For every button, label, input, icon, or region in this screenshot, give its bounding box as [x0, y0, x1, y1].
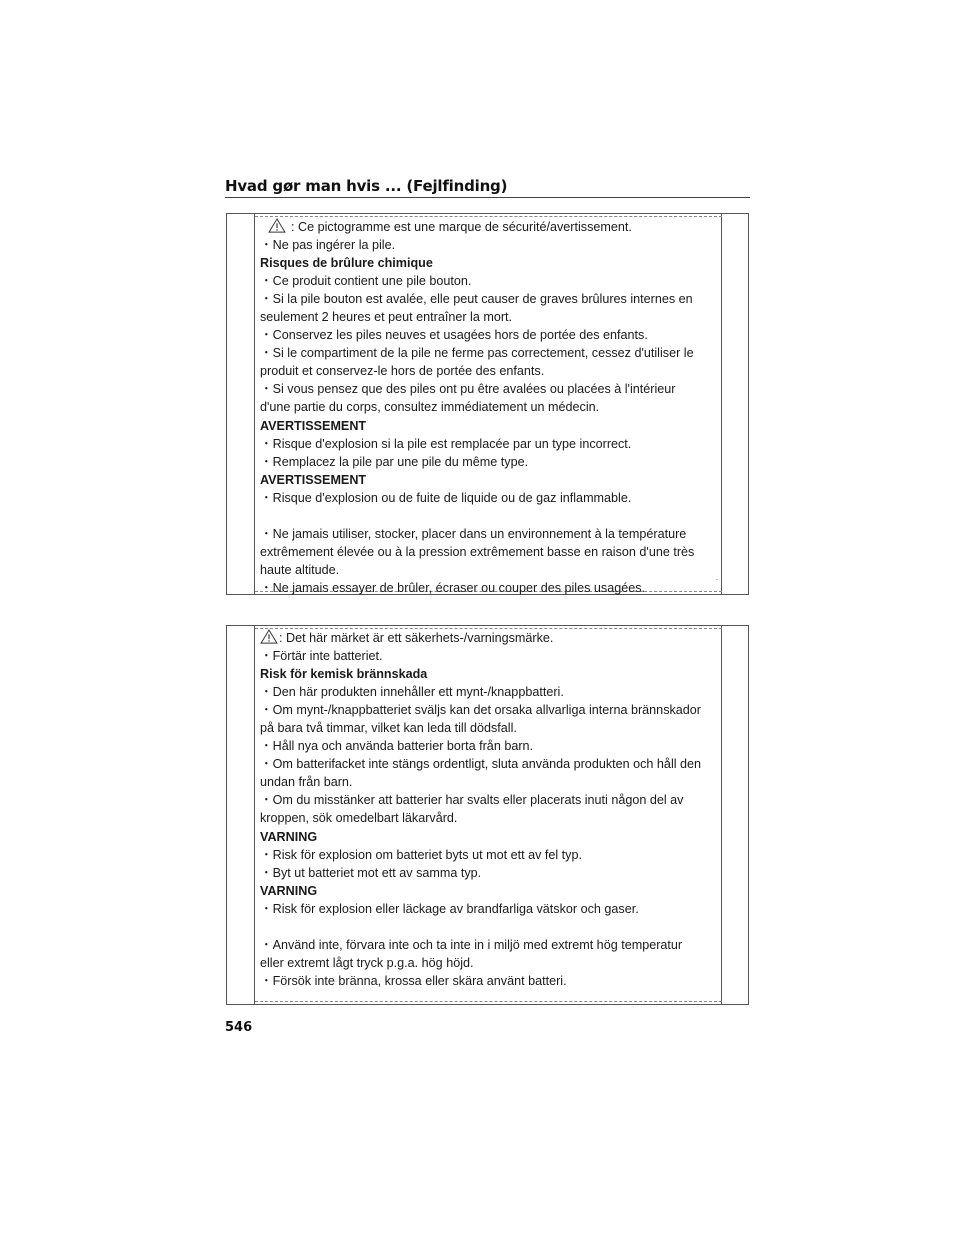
swedish-warning-box — [226, 625, 749, 1005]
box-right-rule — [721, 626, 722, 1004]
text-line: kroppen, sök omedelbart läkarvård. — [260, 811, 458, 826]
box-left-rule — [254, 626, 255, 1004]
text-line: eller extremt lågt tryck p.g.a. hög höjd. — [260, 955, 474, 970]
section-heading: Risk för kemisk brännskada — [260, 667, 428, 682]
text-line: ・Om batterifacket inte stängs ordentligt, sluta använda produkten och håll den — [260, 757, 702, 772]
warning-symbol-line — [260, 629, 718, 647]
swedish-warning-text — [260, 629, 718, 990]
box-dashed-bottom — [255, 1001, 722, 1002]
text-line: haute altitude. — [260, 562, 340, 577]
text-line: ・Byt ut batteriet mot ett av samma typ. — [260, 865, 482, 880]
text-line: ・Håll nya och använda batterier borta från barn. — [260, 739, 534, 754]
text-line: ・Risk för explosion om batteriet byts ut mot ett av fel typ. — [260, 847, 582, 862]
text-line: ・Risque d'explosion si la pile est remplacée par un type incorrect. — [260, 436, 632, 451]
text-line: ・Ce produit contient une pile bouton. — [260, 274, 472, 289]
text-line: undan från barn. — [260, 775, 353, 790]
text-line: ・Använd inte, förvara inte och ta inte in i miljö med extremt hög temperatur — [260, 937, 683, 952]
dot-mark: . — [715, 573, 718, 582]
text-line: ・Risque d'explosion ou de fuite de liquide ou de gaz inflammable. — [260, 490, 632, 505]
text-line: ・Den här produkten innehåller ett mynt-/knappbatteri. — [260, 685, 564, 700]
text-line: ・Ne jamais utiliser, stocker, placer dans un environnement à la température — [260, 526, 687, 541]
french-warning-box — [226, 213, 749, 595]
text-line: seulement 2 heures et peut entraîner la mort. — [260, 310, 513, 325]
page-number: 546 — [225, 1020, 253, 1035]
text-line: ・Ne jamais essayer de brûler, écraser ou couper des piles usagées. — [260, 580, 646, 595]
text-line: d'une partie du corps, consultez immédiatement un médecin. — [260, 400, 600, 415]
warning-symbol-text: : Ce pictogramme est une marque de sécurité/avertissement. — [291, 220, 632, 234]
box-right-rule — [721, 214, 722, 594]
warning-triangle-icon — [260, 629, 278, 644]
section-heading: AVERTISSEMENT — [260, 472, 367, 487]
section-heading: VARNING — [260, 883, 318, 898]
text-line: ・Conservez les piles neuves et usagées hors de portée des enfants. — [260, 328, 648, 343]
section-heading: AVERTISSEMENT — [260, 418, 367, 433]
french-warning-text — [260, 218, 718, 597]
blank-line — [260, 918, 718, 936]
text-line: ・Förtär inte batteriet. — [260, 649, 383, 664]
box-left-rule — [254, 214, 255, 594]
warning-triangle-icon — [268, 218, 286, 233]
box-dashed-top — [255, 216, 722, 217]
text-line: ・Risk för explosion eller läckage av brandfarliga vätskor och gaser. — [260, 901, 639, 916]
text-line: på bara två timmar, vilket kan leda till dödsfall. — [260, 721, 517, 736]
text-line: ・Ne pas ingérer la pile. — [260, 238, 396, 253]
text-line: ・Si la pile bouton est avalée, elle peut causer de graves brûlures internes en — [260, 292, 693, 307]
text-line: ・Försök inte bränna, krossa eller skära använt batteri. — [260, 973, 567, 988]
text-line: produit et conservez-le hors de portée des enfants. — [260, 364, 545, 379]
text-line: ・Om mynt-/knappbatteriet sväljs kan det orsaka allvarliga interna brännskador — [260, 703, 701, 718]
section-heading: Risques de brûlure chimique — [260, 256, 433, 271]
warning-symbol-line — [260, 218, 718, 236]
text-line: ・Si le compartiment de la pile ne ferme pas correctement, cessez d'utiliser le — [260, 346, 694, 361]
section-heading: VARNING — [260, 829, 318, 844]
warning-symbol-text: : Det här märket är ett säkerhets-/varningsmärke. — [279, 631, 554, 645]
text-line: ・Om du misstänker att batterier har svalts eller placerats inuti någon del av — [260, 793, 684, 808]
text-line: ・Remplacez la pile par une pile du même type. — [260, 454, 529, 469]
text-line: extrêmement élevée ou à la pression extrêmement basse en raison d'une très — [260, 544, 695, 559]
header-rule — [225, 197, 750, 198]
blank-line — [260, 507, 718, 525]
page-header-title: Hvad gør man hvis ... (Fejlfinding) — [225, 177, 508, 195]
text-line: ・Si vous pensez que des piles ont pu être avalées ou placées à l'intérieur — [260, 382, 676, 397]
